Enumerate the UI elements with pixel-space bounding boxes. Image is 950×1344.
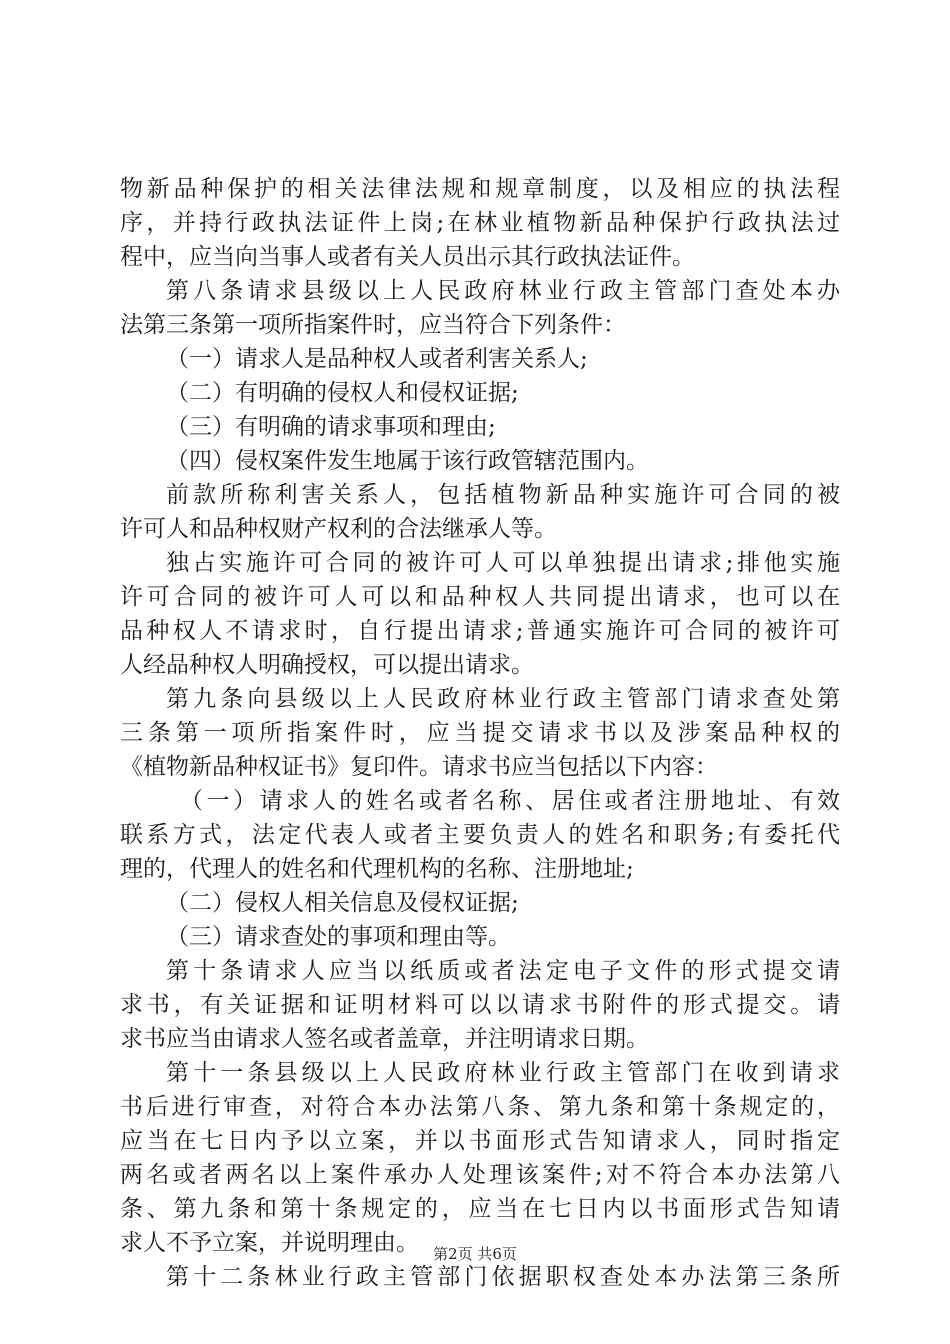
paragraph-start: 前款所称利害关系人，包括植物新品种实施许可合同的被 (166, 482, 840, 508)
body-line: 法第三条第一项所指案件时，应当符合下列条件： (120, 312, 626, 338)
body-line: 条、第九条和第十条规定的，应当在七日内以书面形式告知请 (120, 1196, 840, 1222)
body-line: 求书，有关证据和证明材料可以以请求书附件的形式提交。请 (120, 992, 840, 1018)
article-8-start: 第八条请求县级以上人民政府林业行政主管部门查处本办 (166, 278, 840, 304)
list-item: （三）请求查处的事项和理由等。 (166, 924, 511, 950)
article-11-start: 第十一条县级以上人民政府林业行政主管部门在收到请求 (166, 1060, 840, 1086)
page-number: 第2页 共6页 (433, 1245, 517, 1263)
body-line: 品种权人不请求时，自行提出请求;普通实施许可合同的被许可 (120, 618, 840, 644)
list-item: （一）请求人的姓名或者名称、居住或者注册地址、有效 (180, 788, 840, 814)
list-item: （四）侵权案件发生地属于该行政管辖范围内。 (166, 448, 649, 474)
paragraph-start: 独占实施许可合同的被许可人可以单独提出请求;排他实施 (166, 550, 840, 576)
body-line: 联系方式，法定代表人或者主要负责人的姓名和职务;有委托代 (120, 822, 840, 848)
body-line: 求书应当由请求人签名或者盖章，并注明请求日期。 (120, 1026, 649, 1052)
list-item: （三）有明确的请求事项和理由; (166, 414, 496, 440)
list-item: （一）请求人是品种权人或者利害关系人; (166, 346, 588, 372)
list-item: （二）侵权人相关信息及侵权证据; (166, 890, 519, 916)
body-line: 应当在七日内予以立案，并以书面形式告知请求人，同时指定 (120, 1128, 840, 1154)
article-9-start: 第九条向县级以上人民政府林业行政主管部门请求查处第 (166, 686, 840, 712)
body-line: 理的，代理人的姓名和代理机构的名称、注册地址; (120, 856, 634, 882)
article-12-start: 第十二条林业行政主管部门依据职权查处本办法第三条所 (166, 1264, 840, 1290)
body-line: 人经品种权人明确授权，可以提出请求。 (120, 652, 534, 678)
body-line: 两名或者两名以上案件承办人处理该案件;对不符合本办法第八 (120, 1162, 840, 1188)
list-item: （二）有明确的侵权人和侵权证据; (166, 380, 519, 406)
document-body (120, 172, 840, 1294)
body-line: 许可人和品种权财产权利的合法继承人等。 (120, 516, 557, 542)
body-line: 序，并持行政执法证件上岗;在林业植物新品种保护行政执法过 (120, 210, 840, 236)
body-line: 《植物新品种权证书》复印件。请求书应当包括以下内容： (120, 754, 718, 780)
body-line: 三条第一项所指案件时，应当提交请求书以及涉案品种权的 (120, 720, 840, 746)
body-line: 书后进行审查，对符合本办法第八条、第九条和第十条规定的， (120, 1094, 840, 1120)
body-line: 程中，应当向当事人或者有关人员出示其行政执法证件。 (120, 244, 695, 270)
body-line: 许可合同的被许可人可以和品种权人共同提出请求，也可以在 (120, 584, 840, 610)
body-line: 求人不予立案，并说明理由。 (120, 1230, 419, 1256)
body-line: 物新品种保护的相关法律法规和规章制度，以及相应的执法程 (120, 176, 840, 202)
article-10-start: 第十条请求人应当以纸质或者法定电子文件的形式提交请 (166, 958, 840, 984)
